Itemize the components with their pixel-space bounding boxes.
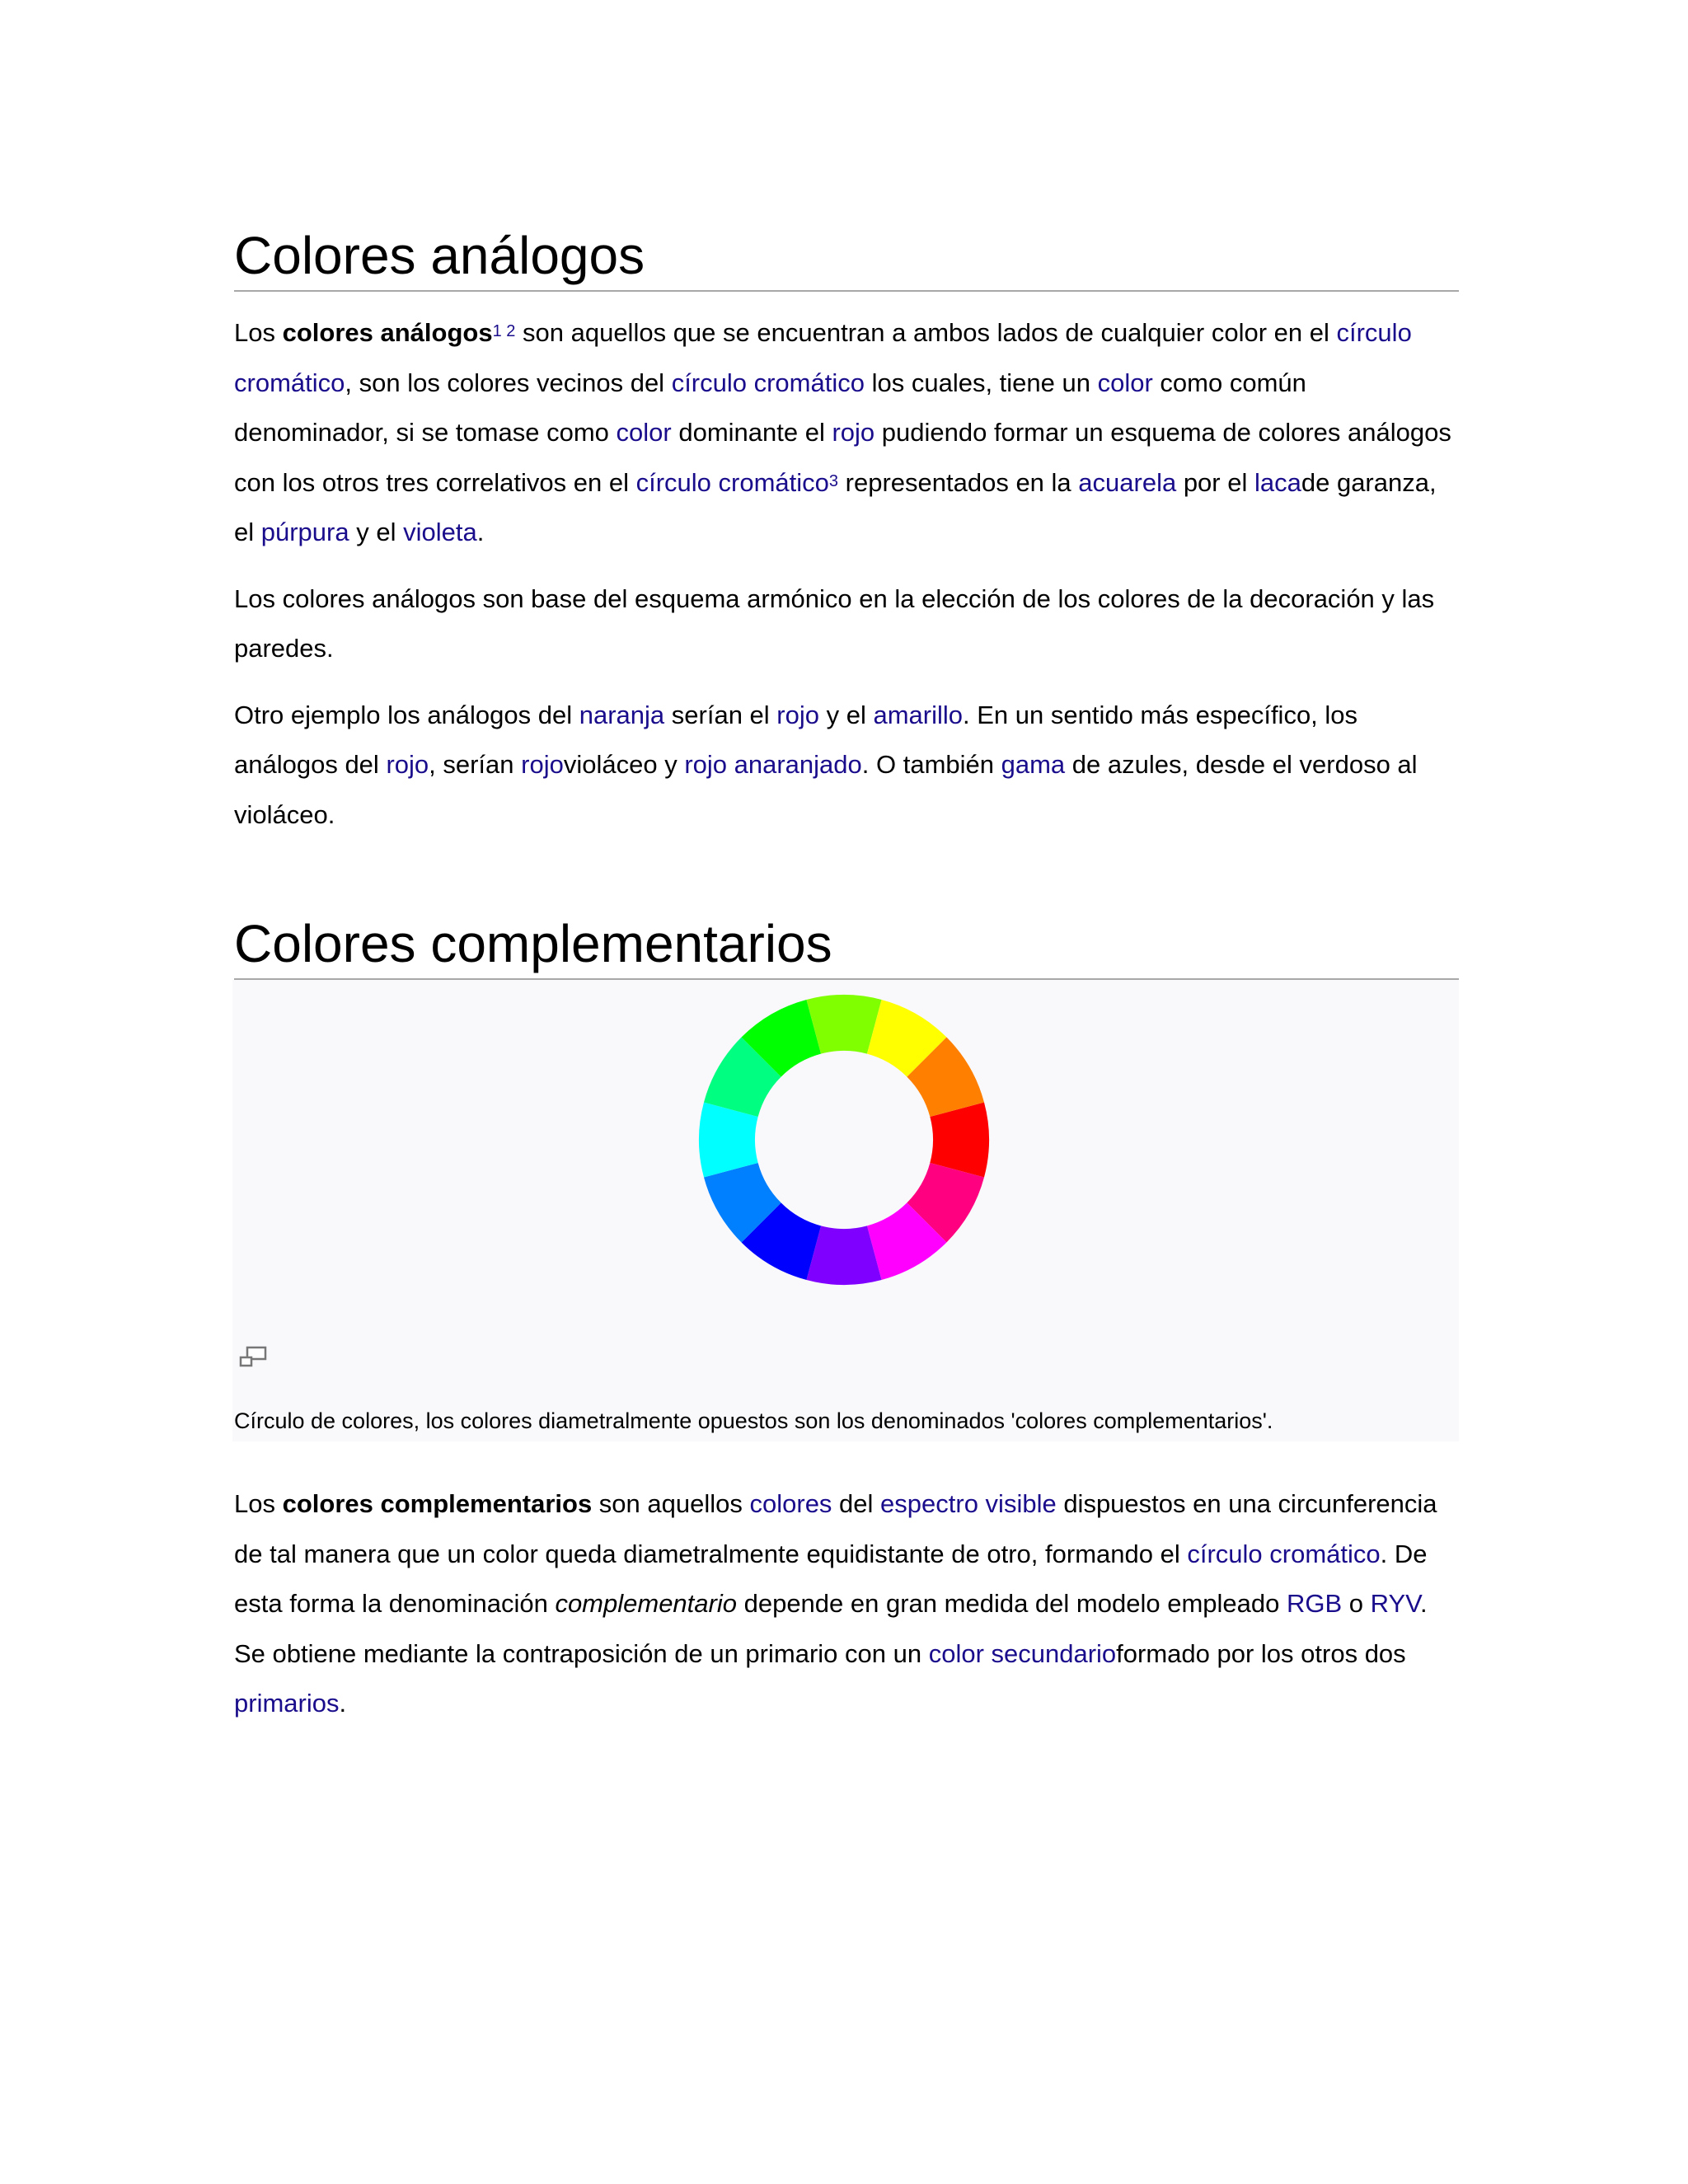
- text: , serían: [429, 750, 522, 779]
- link-colores[interactable]: colores: [749, 1489, 832, 1518]
- link-color-secundario[interactable]: color secundario: [928, 1638, 1117, 1668]
- paragraph-analogos-definition: [234, 308, 1459, 558]
- link-purpura[interactable]: púrpura: [260, 518, 349, 546]
- text: y el: [819, 700, 874, 729]
- reference-1[interactable]: [493, 322, 502, 340]
- paragraph-analogos-decoracion: Los colores análogos son base del esquema armónico en la elección de los colores de la decoración y las paredes.: [234, 583, 1435, 663]
- text: de garanza, el: [234, 467, 1437, 546]
- enlarge-icon[interactable]: [237, 1344, 270, 1372]
- link-laca[interactable]: laca: [1254, 467, 1301, 497]
- link-rojo[interactable]: rojo: [832, 418, 875, 447]
- text: .: [476, 518, 485, 546]
- link-violeta[interactable]: violeta: [403, 518, 477, 546]
- text: serían el: [664, 700, 777, 729]
- link-acuarela[interactable]: acuarela: [1078, 467, 1177, 497]
- text: por el: [1176, 467, 1254, 497]
- text: violáceo y: [563, 750, 685, 779]
- link-ryv[interactable]: RYV: [1370, 1589, 1420, 1618]
- text: dispuestos en una circunferencia de tal manera que un color queda diametralmente equidistante de otro, formando el: [234, 1489, 1437, 1568]
- link-circulo-cromatico[interactable]: círculo cromático: [1187, 1539, 1381, 1568]
- link-circulo-cromatico[interactable]: círculo cromático: [234, 318, 1412, 397]
- link-rojo[interactable]: rojo: [521, 750, 564, 779]
- heading-colores-analogos: Colores análogos: [234, 223, 1459, 292]
- ref-link-1[interactable]: 1: [492, 322, 502, 340]
- article-content: [234, 223, 1459, 1729]
- text: pudiendo formar un esquema de colores análogos con los otros tres correlativos en el: [234, 418, 1451, 497]
- ref-link-2[interactable]: 2: [506, 322, 516, 340]
- link-rojo-anaranjado[interactable]: rojo anaranjado: [684, 750, 862, 779]
- link-circulo-cromatico[interactable]: círculo cromático: [635, 467, 829, 497]
- paragraph-complementarios-definition: [234, 1479, 1459, 1729]
- text: depende en gran medida del modelo empleado: [736, 1589, 1287, 1618]
- reference-3[interactable]: [829, 472, 838, 490]
- link-rgb[interactable]: RGB: [1286, 1589, 1343, 1618]
- paragraph-analogos-ejemplo: [234, 691, 1459, 841]
- ref-link-3[interactable]: 3: [828, 471, 839, 490]
- link-espectro-visible[interactable]: espectro visible: [880, 1489, 1057, 1518]
- text: son aquellos que se encuentran a ambos lados de cualquier color en el: [515, 318, 1337, 347]
- text: los cuales, tiene un: [864, 368, 1098, 397]
- link-color[interactable]: color: [616, 418, 672, 447]
- text: , son los colores vecinos del: [345, 368, 672, 397]
- link-rojo[interactable]: rojo: [386, 750, 429, 779]
- text: . Se obtiene mediante la contraposición de un primario con un: [234, 1589, 1428, 1668]
- color-wheel-svg: [696, 991, 992, 1288]
- italic-term: complementario: [555, 1589, 737, 1618]
- text: . O también: [861, 750, 1001, 779]
- color-wheel-figure: [232, 980, 1459, 1441]
- bold-term: colores análogos: [282, 318, 493, 347]
- text: Otro ejemplo los análogos del: [234, 700, 579, 729]
- text: del: [832, 1489, 881, 1518]
- text: como común denominador, si se tomase como: [234, 368, 1306, 447]
- link-primarios[interactable]: primarios: [234, 1689, 340, 1718]
- text: son aquellos: [592, 1489, 750, 1518]
- link-amarillo[interactable]: amarillo: [873, 700, 963, 729]
- color-wheel-image[interactable]: [696, 991, 992, 1288]
- reference-2[interactable]: [506, 322, 515, 340]
- text: .: [339, 1689, 347, 1718]
- link-gama[interactable]: gama: [1001, 750, 1066, 779]
- link-color[interactable]: color: [1097, 368, 1153, 397]
- text: o: [1342, 1589, 1371, 1618]
- bold-term: colores complementarios: [282, 1489, 593, 1518]
- text: . De esta forma la denominación: [234, 1539, 1428, 1618]
- text: Los: [234, 318, 283, 347]
- text: . En un sentido más específico, los análogos del: [234, 700, 1358, 779]
- text: de azules, desde el verdoso al violáceo.: [234, 750, 1418, 829]
- text: Los: [234, 1489, 283, 1518]
- text: representados en la: [838, 467, 1079, 497]
- text: formado por los otros dos: [1116, 1638, 1406, 1668]
- link-circulo-cromatico[interactable]: círculo cromático: [671, 368, 865, 397]
- link-naranja[interactable]: naranja: [579, 700, 665, 729]
- text: dominante el: [671, 418, 832, 447]
- heading-colores-complementarios: Colores complementarios: [234, 911, 1459, 980]
- text: y el: [349, 518, 404, 546]
- figure-caption: Círculo de colores, los colores diametralmente opuestos son los denominados 'colores complementarios'.: [234, 1408, 1273, 1433]
- link-rojo[interactable]: rojo: [776, 700, 819, 729]
